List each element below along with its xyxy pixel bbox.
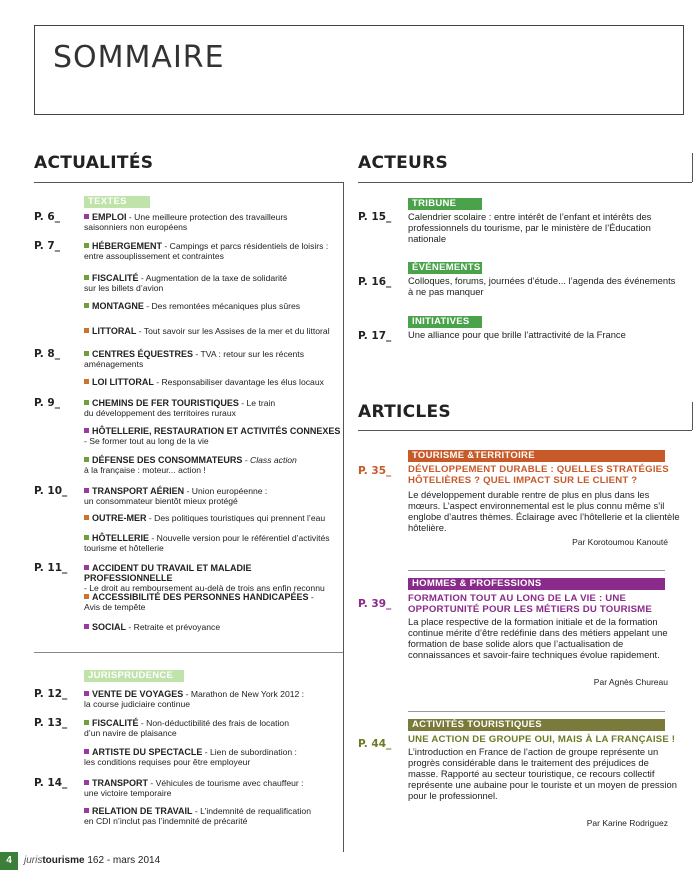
article-2-line: et savoir-faire techniques évolue rapidement.: [472, 649, 660, 660]
entry-text-line2: les conditions requises pour être employeur: [84, 757, 251, 767]
entry-topic: TRANSPORT AÉRIEN: [92, 486, 185, 496]
evenements-tag: ÉVÉNEMENTS: [408, 262, 482, 274]
entry-text-line2: à la française : moteur... action !: [84, 465, 206, 475]
article-3-author: Par Karine Rodriguez: [586, 818, 668, 828]
article-3-line: professionnel.: [439, 790, 498, 801]
list-item: [84, 592, 342, 612]
entry-topic: ACCESSIBILITÉ DES PERSONNES HANDICAPÉES: [92, 592, 309, 602]
bullet-square-icon: [84, 428, 89, 433]
entry-text: - Tout savoir sur les Assises de la mer et du littoral: [136, 326, 330, 336]
actualites-heading: ACTUALITÉS: [34, 153, 154, 173]
initiatives-text: [408, 329, 678, 340]
list-item: [84, 398, 342, 418]
articles-rule-end: [692, 402, 693, 430]
page-reference: P. 13_: [34, 717, 68, 729]
entry-text-line2: - Le droit au remboursement au-delà de trois ans enfin reconnu: [84, 583, 325, 593]
entry-topic: RELATION DE TRAVAIL: [92, 806, 193, 816]
entry-text: - Retraite et prévoyance: [126, 622, 221, 632]
issue-info: 162 - mars 2014: [84, 855, 161, 866]
entry-text-line2: une victoire temporaire: [84, 788, 172, 798]
list-item: [84, 778, 342, 798]
list-item: [84, 349, 342, 369]
bullet-square-icon: [84, 515, 89, 520]
entry-text: - Non-déductibilité des frais de location: [138, 718, 289, 728]
page-number: 4: [0, 852, 18, 870]
bullet-square-icon: [84, 328, 89, 333]
bullet-square-icon: [84, 243, 89, 248]
acteurs-rule: [358, 182, 692, 183]
article-3-rule: [408, 711, 665, 712]
entry-text-line2: saisonniers non européens: [84, 222, 188, 232]
article-1-headline: [408, 464, 680, 486]
activites-touristiques-tag: ACTIVITÉS TOURISTIQUES: [408, 719, 665, 731]
list-item: [84, 563, 342, 593]
article-1-page: P. 35_: [358, 465, 392, 477]
bullet-square-icon: [84, 691, 89, 696]
article-2-line: solide alors que l’actualisation de connaissances: [408, 638, 624, 660]
bullet-square-icon: [84, 214, 89, 219]
entry-topic: HÔTELLERIE: [92, 533, 150, 543]
entry-topic: DÉFENSE DES CONSOMMATEURS: [92, 455, 243, 465]
entry-text-line2: sur les billets d’avion: [84, 283, 164, 293]
article-3-page: P. 44_: [358, 738, 392, 750]
entry-text-line2: - Se former tout au long de la vie: [84, 436, 209, 446]
entry-topic: CENTRES ÉQUESTRES: [92, 349, 194, 359]
bullet-square-icon: [84, 780, 89, 785]
tribune-line: Calendrier scolaire : entre intérêt de l’enfant et: [408, 211, 601, 222]
actualites-rule: [34, 182, 343, 183]
entry-text-line2: Avis de tempête: [84, 602, 146, 612]
bullet-square-icon: [84, 400, 89, 405]
entry-topic: HÉBERGEMENT: [92, 241, 163, 251]
bullet-square-icon: [84, 379, 89, 384]
article-2-headline-line: OPPORTUNITÉ POUR LES MÉTIERS DU TOURISME: [408, 604, 652, 615]
entry-text-line2: du développement des territoires ruraux: [84, 408, 236, 418]
article-2-line: La place respective de la formation initiale et de: [408, 616, 607, 627]
footer-publication: [24, 855, 160, 866]
bullet-square-icon: [84, 808, 89, 813]
list-item: [84, 689, 342, 709]
entry-text-line2: d’un navire de plaisance: [84, 728, 177, 738]
acteurs-heading: ACTEURS: [358, 153, 449, 173]
jurisprudence-tag: JURISPRUDENCE: [84, 670, 184, 682]
list-item: [84, 533, 342, 553]
list-item: [84, 718, 342, 738]
list-item: [84, 326, 342, 336]
bullet-square-icon: [84, 565, 89, 570]
article-3-line: L’introduction en France de l’action de groupe: [408, 746, 598, 757]
page-title: SOMMAIRE: [53, 40, 225, 75]
article-3-headline: [408, 734, 680, 745]
entry-topic: LITTORAL: [92, 326, 137, 336]
evenements-line: Colloques, forums, journées d’étude...: [408, 275, 566, 286]
entry-text-line2: un consommateur bientôt mieux protégé: [84, 496, 238, 506]
entry-text: - Une meilleure protection des travailleurs: [126, 212, 288, 222]
initiatives-line: Une alliance pour que brille l’attractivité de la France: [408, 329, 626, 340]
entry-text-line2: aménagements: [84, 359, 144, 369]
article-1-line: s’il englobe d’autres thèmes. Éclairage avec l’hôtellerie et: [408, 500, 665, 522]
entry-text: - Des politiques touristiques qui prennent l’eau: [146, 513, 326, 523]
page-reference: P. 10_: [34, 485, 68, 497]
entry-text: - Lien de subordination :: [202, 747, 297, 757]
entry-text: - Class action: [242, 455, 297, 465]
entry-topic: TRANSPORT: [92, 778, 148, 788]
article-1-line: mœurs. L’aspect environnemental est le plus connu même: [408, 500, 651, 511]
entry-text: - Véhicules de tourisme avec chauffeur :: [148, 778, 304, 788]
list-item: [84, 377, 342, 387]
bullet-square-icon: [84, 624, 89, 629]
article-3-line: pour le touriste et un moyen de pression pour le: [408, 779, 677, 801]
initiatives-tag: INITIATIVES: [408, 316, 482, 328]
entry-topic: MONTAGNE: [92, 301, 144, 311]
list-item: [84, 212, 342, 232]
page-reference: P. 9_: [34, 397, 60, 409]
entry-text: - TVA : retour sur les récents: [193, 349, 304, 359]
article-2-rule: [408, 570, 665, 571]
entry-text-line2: entre assouplissement et contraintes: [84, 251, 224, 261]
article-1-headline-line: DÉVELOPPEMENT DURABLE : QUELLES STRATÉGIES: [408, 464, 669, 475]
list-item: [84, 241, 342, 261]
tribune-line: intérêts des professionnels du tourisme, par le: [408, 211, 652, 233]
tribune-tag: TRIBUNE: [408, 198, 482, 210]
article-1-summary: [408, 489, 680, 533]
entry-text: - L’indemnité de requalification: [192, 806, 311, 816]
evenements-text: [408, 275, 678, 297]
list-item: [84, 622, 342, 632]
initiatives-page: P. 17_: [358, 330, 392, 342]
list-item: [84, 486, 342, 506]
hommes-professions-tag: HOMMES & PROFESSIONS: [408, 578, 665, 590]
article-3-summary: [408, 746, 680, 801]
textes-tag: TEXTES: [84, 196, 150, 208]
entry-topic: HÔTELLERIE, RESTAURATION ET ACTIVITÉS CONNEXES: [92, 426, 341, 436]
tribune-line: ministère de l’Éducation nationale: [408, 222, 651, 244]
evenements-page: P. 16_: [358, 276, 392, 288]
entry-topic: ACCIDENT DU TRAVAIL ET MALADIE PROFESSIONNELLE: [84, 563, 252, 583]
list-item: [84, 513, 342, 523]
page-reference: P. 14_: [34, 777, 68, 789]
brand-tourisme: tourisme: [42, 855, 85, 866]
entry-text: - Campings et parcs résidentiels de loisirs :: [162, 241, 329, 251]
entry-topic: SOCIAL: [92, 622, 127, 632]
entry-text: - Augmentation de la taxe de solidarité: [138, 273, 288, 283]
bullet-square-icon: [84, 457, 89, 462]
article-2-summary: [408, 616, 680, 660]
entry-text: -: [308, 592, 314, 602]
entry-topic: FISCALITÉ: [92, 718, 139, 728]
article-1-line: la clientèle hôtelière.: [408, 511, 680, 533]
entry-topic: FISCALITÉ: [92, 273, 139, 283]
list-item: [84, 455, 342, 475]
list-item: [84, 273, 342, 293]
article-1-line: Le développement durable rentre de plus en plus dans les: [408, 489, 650, 500]
article-3-line: touristique, ce recours collectif représente une aubaine: [408, 768, 655, 790]
article-3-headline-line: UNE ACTION DE GROUPE OUI, MAIS À LA FRANÇAISE !: [408, 734, 676, 745]
article-2-line: dans des métiers appelant une formation de base: [408, 627, 668, 649]
list-item: [84, 301, 342, 311]
list-item: [84, 747, 342, 767]
page-reference: P. 11_: [34, 562, 68, 574]
bullet-square-icon: [84, 488, 89, 493]
acteurs-rule-end: [692, 153, 693, 182]
entry-text-line2: en CDI n’inclut pas l’indemnité de précarité: [84, 816, 248, 826]
article-1-headline-line: HÔTELIÈRES ? QUEL IMPACT SUR LE CLIENT ?: [408, 475, 638, 486]
entry-text: - Le train: [238, 398, 276, 408]
entry-topic: CHEMINS DE FER TOURISTIQUES: [92, 398, 239, 408]
entry-topic: ARTISTE DU SPECTACLE: [92, 747, 203, 757]
entry-text: - Marathon de New York 2012 :: [183, 689, 305, 699]
article-3-line: représente un progrès considérable dans le traitement: [408, 746, 659, 768]
entry-text: - Nouvelle version pour le référentiel d’activités: [149, 533, 330, 543]
bullet-square-icon: [84, 275, 89, 280]
evenements-line: l’agenda des événements à ne pas manquer: [408, 275, 676, 297]
entry-topic: EMPLOI: [92, 212, 127, 222]
entry-text-line2: tourisme et hôtellerie: [84, 543, 164, 553]
tribune-page: P. 15_: [358, 211, 392, 223]
bullet-square-icon: [84, 303, 89, 308]
jurisprudence-rule: [34, 652, 343, 653]
tribune-text: [408, 211, 678, 244]
bullet-square-icon: [84, 535, 89, 540]
page-reference: P. 12_: [34, 688, 68, 700]
entry-text-line2: la course judiciaire continue: [84, 699, 191, 709]
page-reference: P. 6_: [34, 211, 60, 223]
bullet-square-icon: [84, 720, 89, 725]
article-2-headline-line: FORMATION TOUT AU LONG DE LA VIE : UNE: [408, 593, 627, 604]
bullet-square-icon: [84, 749, 89, 754]
articles-rule: [358, 430, 692, 431]
entry-topic: VENTE DE VOYAGES: [92, 689, 184, 699]
sommaire-header-box: [34, 25, 684, 115]
entry-text: - Responsabiliser davantage les élus locaux: [153, 377, 324, 387]
article-3-line: des préjudices de masse. Rapporté au secteur: [408, 757, 649, 779]
list-item: [84, 426, 342, 446]
list-item: [84, 806, 342, 826]
page-reference: P. 7_: [34, 240, 60, 252]
article-2-page: P. 39_: [358, 598, 392, 610]
entry-text: - Des remontées mécaniques plus sûres: [143, 301, 301, 311]
page-reference: P. 8_: [34, 348, 60, 360]
article-2-headline: [408, 593, 680, 615]
brand-juris: juris: [24, 855, 43, 866]
entry-text: - Union européenne :: [184, 486, 268, 496]
tourisme-territoire-tag: TOURISME &TERRITOIRE: [408, 450, 665, 462]
articles-heading: ARTICLES: [358, 402, 451, 422]
entry-topic: LOI LITTORAL: [92, 377, 154, 387]
bullet-square-icon: [84, 594, 89, 599]
entry-topic: OUTRE-MER: [92, 513, 147, 523]
bullet-square-icon: [84, 351, 89, 356]
article-1-author: Par Korotoumou Kanouté: [572, 537, 668, 547]
column-divider: [343, 182, 344, 852]
article-2-author: Par Agnès Chureau: [593, 677, 668, 687]
article-2-line: la formation continue mérite d’être redéfinie: [408, 616, 658, 638]
